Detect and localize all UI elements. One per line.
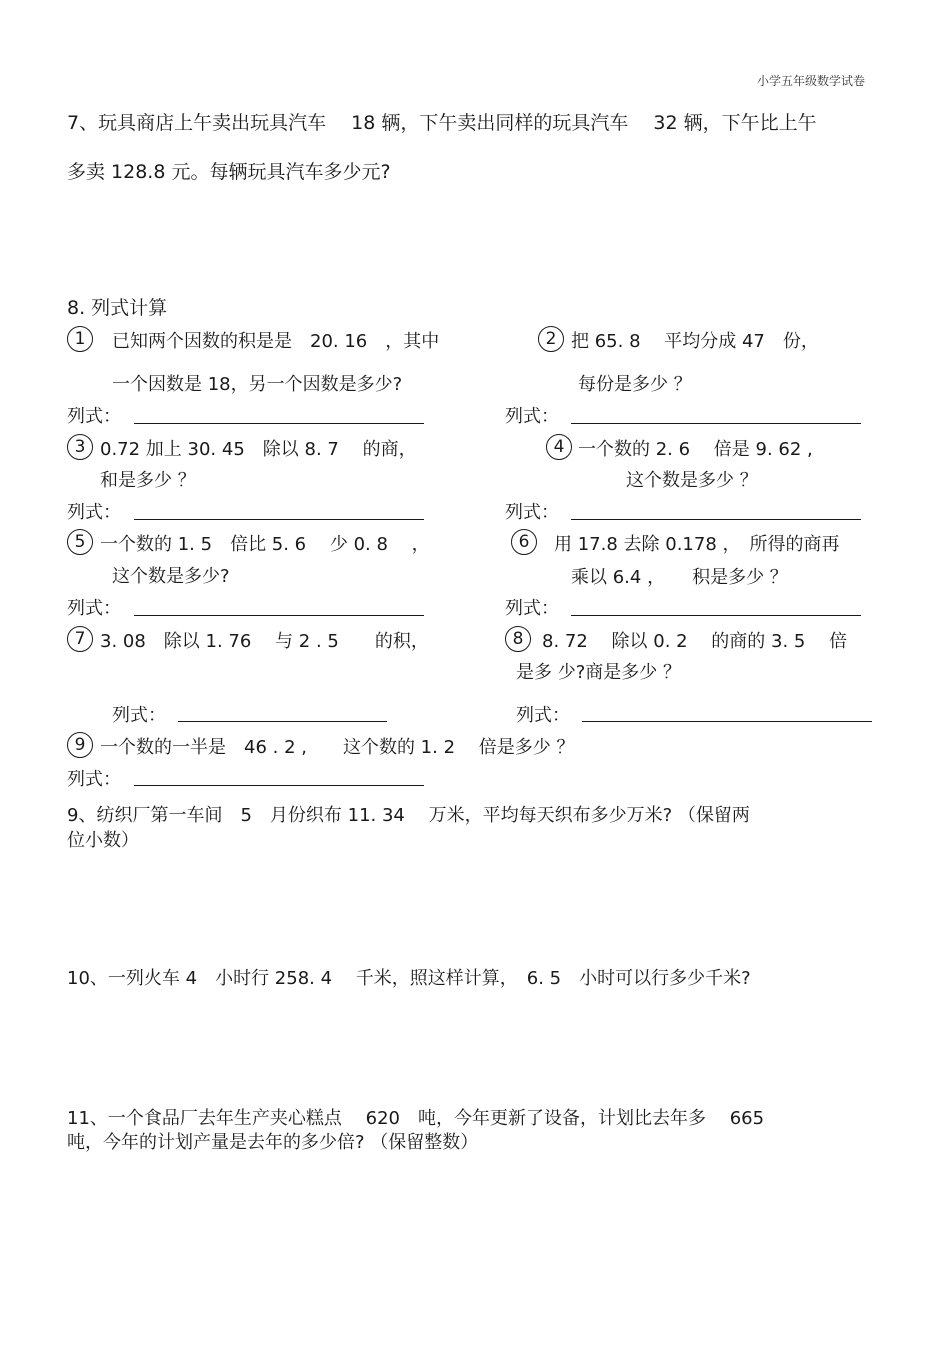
- question-10-line-1: 10、一列火车 4 小时行 258. 4 千米，照这样计算， 6. 5 小时可以行多少千米?: [67, 968, 751, 989]
- item-8-line-2: 是多 少?商是多少 ？: [516, 662, 681, 683]
- item-4-line-1: 一个数的 2. 6 倍是 9. 62 ,: [578, 439, 813, 460]
- item-6-line-1: 用 17.8 去除 0.178 ， 所得的商再: [554, 534, 840, 555]
- answer-blank-3[interactable]: [134, 519, 424, 520]
- question-11-line-2: 吨，今年的计划产量是去年的多少倍? （保留整数）: [67, 1132, 479, 1153]
- item-5-line-2: 这个数是多少?: [112, 566, 230, 587]
- item-1-line-2: 一个因数是 18，另一个因数是多少?: [112, 374, 403, 395]
- item-2-line-2: 每份是多少 ？: [578, 374, 692, 395]
- page-header: 小学五年级数学试卷: [757, 74, 866, 88]
- answer-blank-4[interactable]: [571, 519, 861, 520]
- item-3-line-1: 0.72 加上 30. 45 除以 8. 7 的商，: [100, 439, 417, 460]
- item-7-line-1: 3. 08 除以 1. 76 与 2 . 5 的积，: [100, 631, 429, 652]
- item-1-line-1: 已知两个因数的积是是 20. 16 ，其中: [112, 331, 440, 352]
- answer-blank-7[interactable]: [178, 721, 387, 722]
- formula-label-3: 列式：: [67, 502, 121, 523]
- answer-blank-5[interactable]: [134, 615, 424, 616]
- answer-blank-9[interactable]: [134, 785, 424, 786]
- question-9-line-2: 位小数）: [67, 830, 139, 851]
- formula-label-6: 列式：: [505, 598, 559, 619]
- item-9-number-circle: 9: [67, 732, 93, 758]
- question-7-line-2: 多卖 128.8 元。每辆玩具汽车多少元?: [67, 161, 391, 183]
- answer-blank-2[interactable]: [571, 423, 861, 424]
- formula-label-5: 列式：: [67, 598, 121, 619]
- item-1-number-circle: 1: [67, 326, 93, 352]
- item-2-number-circle: 2: [538, 326, 564, 352]
- item-3-line-2: 和是多少 ？: [100, 470, 196, 491]
- question-11-line-1: 11、一个食品厂去年生产夹心糕点 620 吨，今年更新了设备，计划比去年多 665: [67, 1108, 765, 1129]
- item-8-number-circle: 8: [505, 626, 531, 652]
- formula-label-8: 列式：: [516, 705, 570, 726]
- item-8-line-1: 8. 72 除以 0. 2 的商的 3. 5 倍: [542, 631, 848, 652]
- answer-blank-8[interactable]: [582, 721, 872, 722]
- formula-label-4: 列式：: [505, 502, 559, 523]
- item-4-number-circle: 4: [546, 434, 572, 460]
- item-5-line-1: 一个数的 1. 5 倍比 5. 6 少 0. 8 ，: [100, 534, 430, 555]
- formula-label-1: 列式：: [67, 406, 121, 427]
- answer-blank-6[interactable]: [571, 615, 861, 616]
- question-8-title: 8. 列式计算: [67, 297, 168, 319]
- question-9-line-1: 9、纺织厂第一车间 5 月份织布 11. 34 万米，平均每天织布多少万米? （保留两: [67, 805, 750, 826]
- formula-label-9: 列式：: [67, 769, 121, 790]
- formula-label-2: 列式：: [505, 406, 559, 427]
- formula-label-7: 列式：: [112, 705, 166, 726]
- item-4-line-2: 这个数是多少 ？: [626, 470, 758, 491]
- item-6-line-2: 乘以 6.4 ， 积是多少 ？: [571, 567, 788, 588]
- question-7-line-1: 7、玩具商店上午卖出玩具汽车 18 辆，下午卖出同样的玩具汽车 32 辆，下午比上午: [67, 112, 817, 134]
- item-5-number-circle: 5: [67, 529, 93, 555]
- item-3-number-circle: 3: [67, 434, 93, 460]
- item-6-number-circle: 6: [511, 529, 537, 555]
- item-7-number-circle: 7: [67, 626, 93, 652]
- item-9-line-1: 一个数的一半是 46 . 2 , 这个数的 1. 2 倍是多少 ？: [100, 737, 575, 758]
- item-2-line-1: 把 65. 8 平均分成 47 份，: [571, 331, 819, 352]
- answer-blank-1[interactable]: [134, 423, 424, 424]
